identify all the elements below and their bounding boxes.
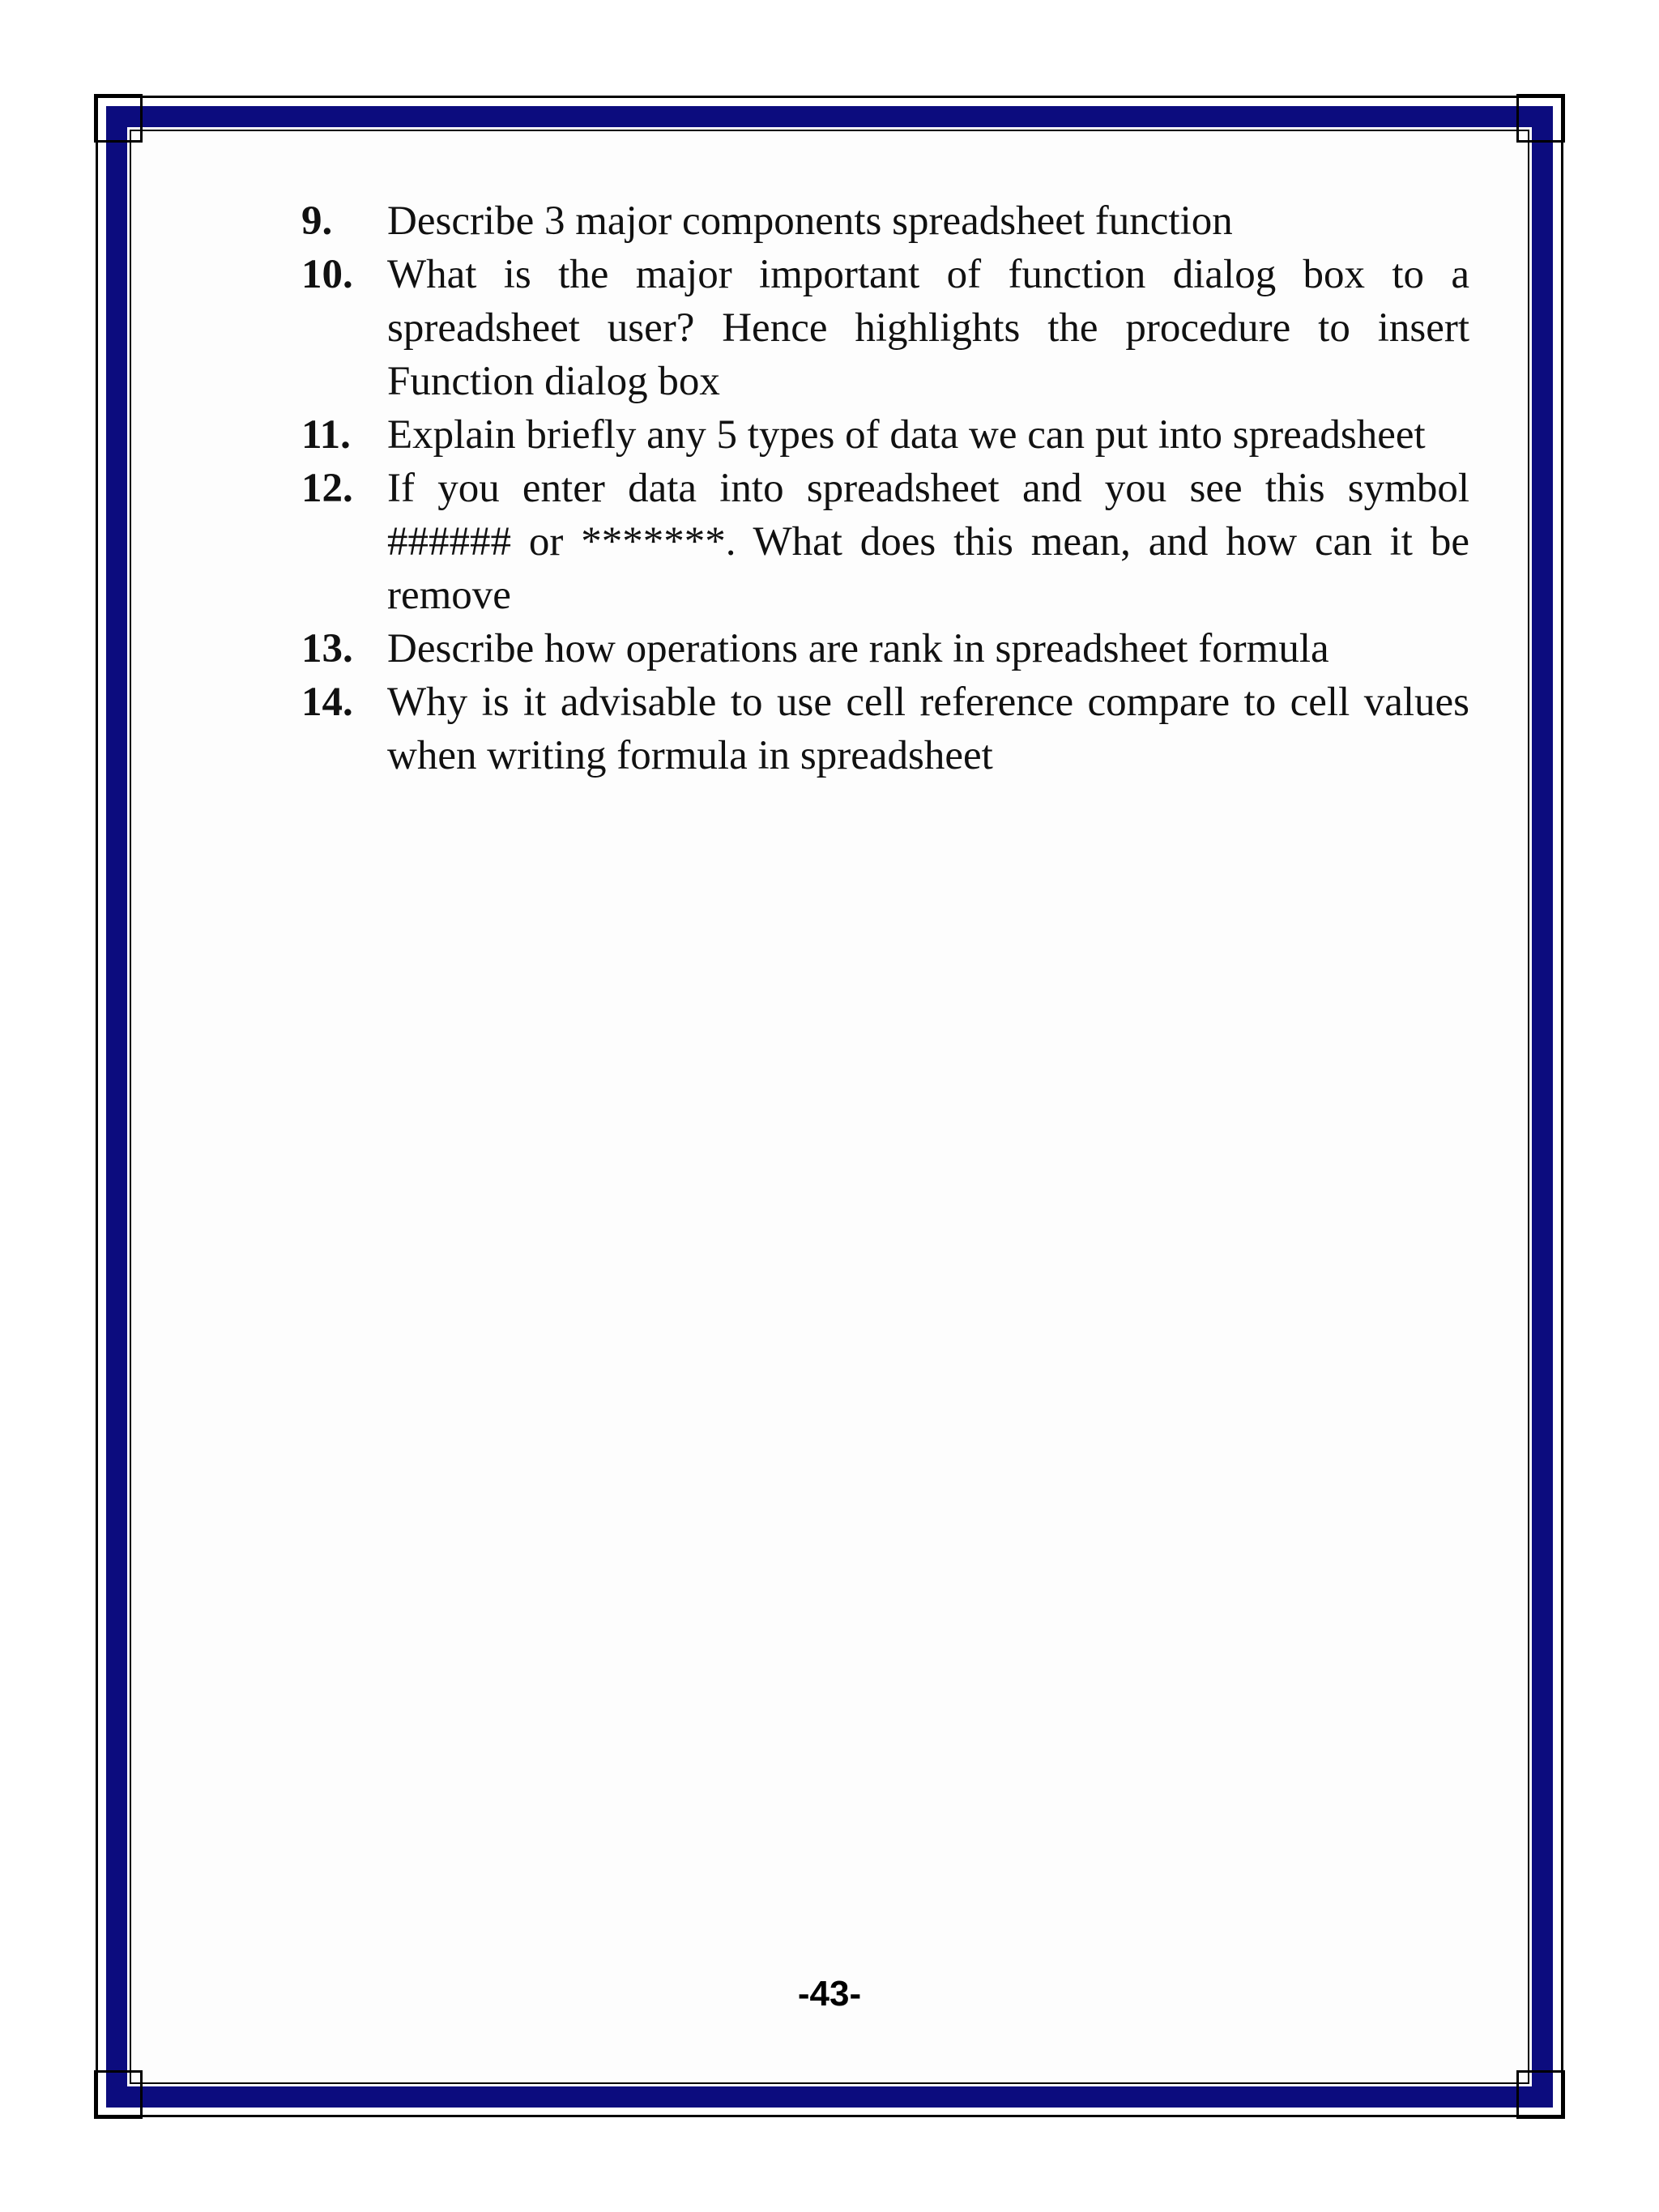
corner-ornament-bottom-left — [94, 2070, 143, 2119]
question-number: 9. — [301, 198, 333, 244]
question-item — [301, 194, 1469, 248]
question-list — [301, 194, 1469, 782]
question-number: 12. — [301, 466, 353, 511]
question-number: 14. — [301, 680, 353, 725]
corner-ornament-top-left — [94, 94, 143, 143]
question-text: Explain briefly any 5 types of data we can put into spreadsheet — [387, 412, 1426, 458]
question-item — [301, 622, 1469, 676]
question-text: If you enter data into spreadsheet and you see this symbol ###### or *******. What does this mean, and how can it be remove — [387, 466, 1469, 618]
question-text: Describe how operations are rank in spreadsheet formula — [387, 626, 1329, 671]
question-text: Describe 3 major components spreadsheet function — [387, 198, 1233, 244]
question-item — [301, 248, 1469, 408]
question-text: Why is it advisable to use cell reference compare to cell values when writing formula in spreadsheet — [387, 680, 1469, 778]
question-number: 10. — [301, 252, 353, 297]
question-text: What is the major important of function dialog box to a spreadsheet user? Hence highlights the procedure to insert Function dialog box — [387, 252, 1469, 404]
question-item — [301, 676, 1469, 782]
question-number: 13. — [301, 626, 353, 671]
question-item — [301, 408, 1469, 462]
corner-ornament-top-right — [1516, 94, 1565, 143]
page-number: -43- — [797, 1974, 862, 2014]
question-number: 11. — [301, 412, 351, 458]
question-item — [301, 462, 1469, 622]
corner-ornament-bottom-right — [1516, 2070, 1565, 2119]
